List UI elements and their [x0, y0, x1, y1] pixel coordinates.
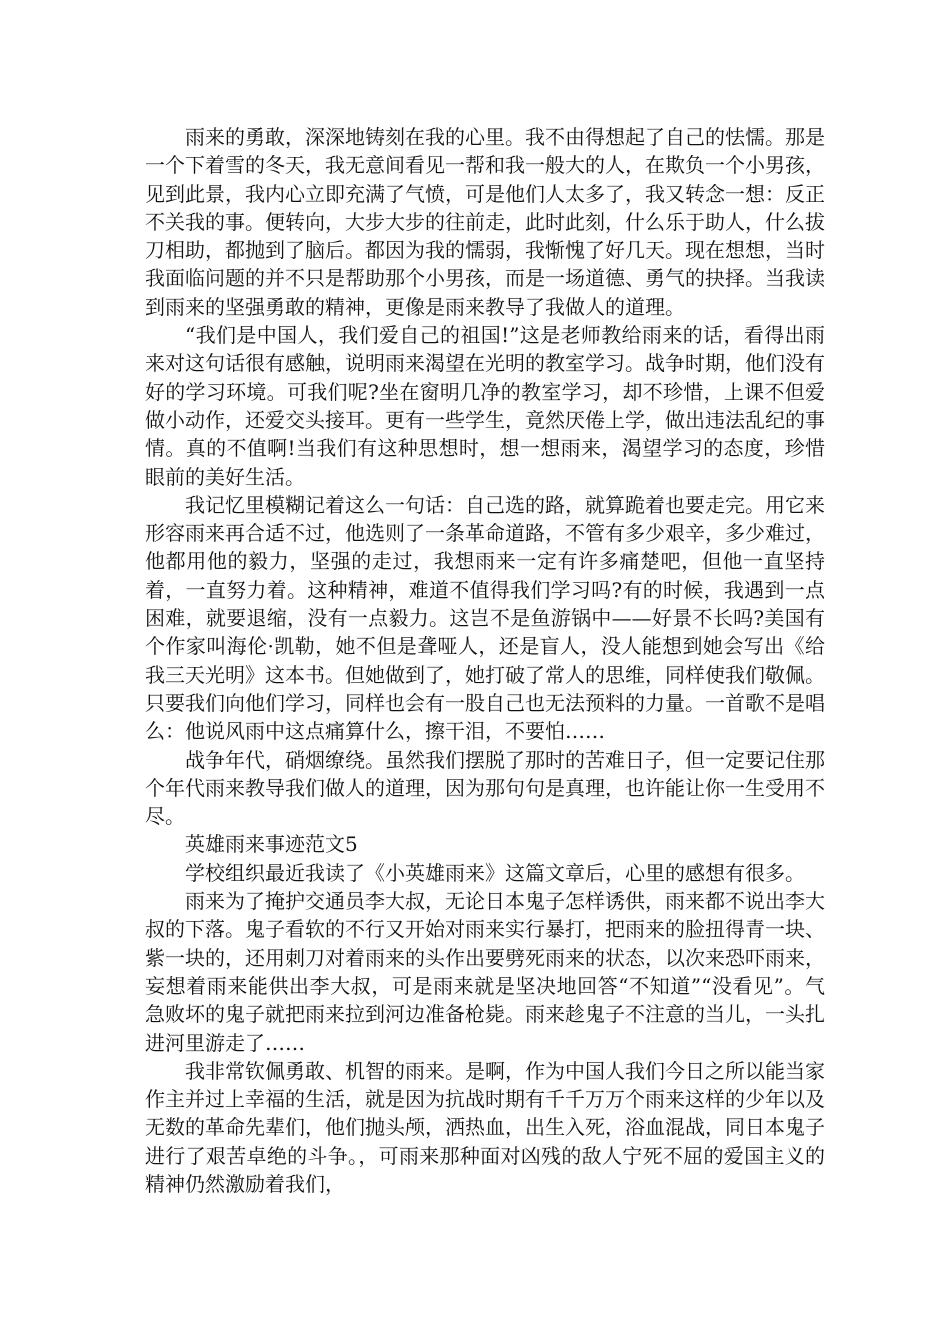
paragraph-4: 战争年代，硝烟缭绕。虽然我们摆脱了那时的苦难日子，但一定要记住那个年代雨来教导我们做人的道理，因为那句句是真理，也许能让你一生受用不尽。 [145, 747, 825, 829]
paragraph-1: 雨来的勇敢，深深地铸刻在我的心里。我不由得想起了自己的怯懦。那是一个下着雪的冬天，我无意间看见一帮和我一般大的人，在欺负一个小男孩，见到此景，我内心立即充满了气愤，可是他们人太多了，我又转念一想：反正不关我的事。便转向，大步大步的往前走，此时此刻，什么乐于助人，什么拔刀相助，都抛到了脑后。都因为我的懦弱，我惭愧了好几天。现在想想，当时我面临问题的并不只是帮助那个小男孩，而是一场道德、勇气的抉择。当我读到雨来的坚强勇敢的精神，更像是雨来教导了我做人的道理。 [145, 125, 825, 319]
section-heading: 英雄雨来事迹范文5 [185, 832, 358, 857]
document-body [145, 123, 825, 1198]
paragraph-2: “我们是中国人，我们爱自己的祖国!”这是老师教给雨来的话，看得出雨来对这句话很有感触，说明雨来渴望在光明的教室学习。战争时期，他们没有好的学习环境。可我们呢?坐在窗明几净的教室学习，却不珍惜，上课不但爱做小动作，还爱交头接耳。更有一些学生，竟然厌倦上学，做出违法乱纪的事情。真的不值啊!当我们有这种思想时，想一想雨来，渴望学习的态度，珍惜眼前的美好生活。 [145, 323, 825, 489]
paragraph-5: 学校组织最近我读了《小英雄雨来》这篇文章后，心里的感想有很多。 [185, 860, 805, 885]
paragraph-3: 我记忆里模糊记着这么一句话：自己选的路，就算跪着也要走完。用它来形容雨来再合适不过，他选则了一条革命道路，不管有多少艰辛，多少难过，他都用他的毅力，坚强的走过，我想雨来一定有许多痛楚吧，但他一直坚持着，一直努力着。这种精神，难道不值得我们学习吗?有的时候，我遇到一点困难，就要退缩，没有一点毅力。这岂不是鱼游锅中——好景不长吗?美国有个作家叫海伦·凯勒，她不但是聋哑人，还是盲人，没人能想到她会写出《给我三天光明》这本书。但她做到了，她打破了常人的思维，同样使我们敬佩。只要我们向他们学习，同样也会有一股自己也无法预料的力量。一首歌不是唱么：他说风雨中这点痛算什么，擦干泪，不要怕…… [145, 492, 825, 744]
paragraph-6: 雨来为了掩护交通员李大叔，无论日本鬼子怎样诱供，雨来都不说出李大叔的下落。鬼子看软的不行又开始对雨来实行暴打，把雨来的脸扭得青一块、紫一块的，还用刺刀对着雨来的头作出要劈死雨来的状态，以次来恐吓雨来，妄想着雨来能供出李大叔，可是雨来就是坚决地回答“不知道”“没看见”。气急败坏的鬼子就把雨来拉到河边准备枪毙。雨来趁鬼子不注意的当儿，一头扎进河里游走了…… [145, 889, 825, 1055]
paragraph-7: 我非常钦佩勇敢、机智的雨来。是啊，作为中国人我们今日之所以能当家作主并过上幸福的生活，就是因为抗战时期有千千万万个雨来这样的少年以及无数的革命先辈们，他们抛头颅，洒热血，出生入死，浴血混战，同日本鬼子进行了艰苦卓绝的斗争。，可雨来那种面对凶残的敌人宁死不屈的爱国主义的精神仍然激励着我们， [145, 1058, 825, 1196]
